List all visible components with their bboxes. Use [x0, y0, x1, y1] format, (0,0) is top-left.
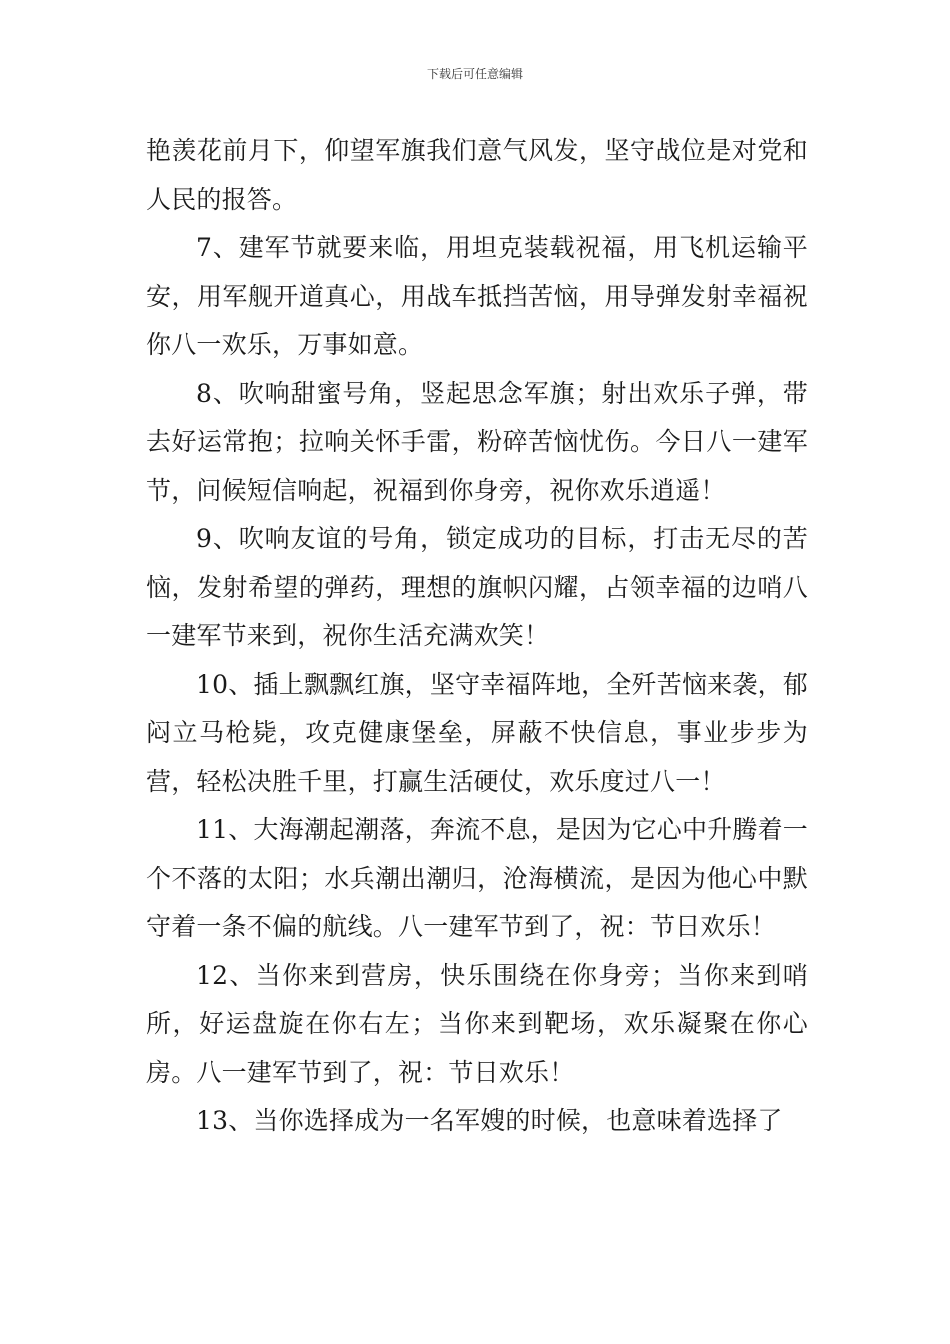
paragraph-item-7: 7、建军节就要来临，用坦克装载祝福，用飞机运输平安，用军舰开道真心，用战车抵挡苦恼，用导弹发射幸福祝你八一欢乐，万事如意。	[146, 233, 808, 359]
paragraph-item-9: 9、吹响友谊的号角，锁定成功的目标，打击无尽的苦恼，发射希望的弹药，理想的旗帜闪耀，占领幸福的边哨八一建军节来到，祝你生活充满欢笑！	[146, 524, 808, 650]
paragraph-item-11: 11、大海潮起潮落，奔流不息，是因为它心中升腾着一个不落的太阳；水兵潮出潮归，沧海横流，是因为他心中默守着一条不偏的航线。八一建军节到了，祝：节日欢乐！	[146, 815, 808, 941]
paragraph-item-8: 8、吹响甜蜜号角，竖起思念军旗；射出欢乐子弹，带去好运常抱；拉响关怀手雷，粉碎苦恼忧伤。今日八一建军节，问候短信响起，祝福到你身旁，祝你欢乐逍遥！	[146, 378, 808, 505]
document-body	[146, 127, 808, 1146]
page-header: 下载后可任意编辑	[426, 67, 523, 81]
paragraph-continuation: 艳羡花前月下，仰望军旗我们意气风发，坚守战位是对党和人民的报答。	[146, 136, 808, 214]
paragraph-item-10: 10、插上飘飘红旗，坚守幸福阵地，全歼苦恼来袭，郁闷立马枪毙，攻克健康堡垒，屏蔽不快信息，事业步步为营，轻松决胜千里，打赢生活硬仗，欢乐度过八一！	[146, 669, 808, 796]
paragraph-item-13: 13、当你选择成为一名军嫂的时候，也意味着选择了	[196, 1106, 783, 1135]
paragraph-item-12: 12、当你来到营房，快乐围绕在你身旁；当你来到哨所，好运盘旋在你右左；当你来到靶场，欢乐凝聚在你心房。八一建军节到了，祝：节日欢乐！	[146, 960, 808, 1087]
